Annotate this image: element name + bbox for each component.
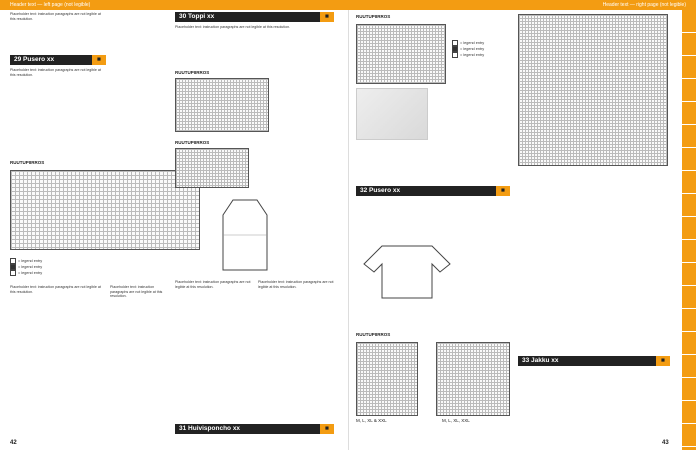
index-tab[interactable] (682, 125, 696, 148)
right-col-a (518, 170, 590, 350)
legend-swatch-c (452, 52, 458, 58)
chart-label-30: RUUTUPIIRROS (175, 70, 210, 75)
toppi-body: Placeholder text: instruction paragraphs are not legible at this resolution. (175, 25, 291, 29)
sizes-label-b: M, L, XL, XXL (442, 418, 470, 423)
toppi-schematic (205, 195, 285, 275)
section-title-33: 33 Jakku xx ■ (518, 356, 670, 366)
knitting-chart-32b (356, 342, 418, 416)
knitting-chart-30 (175, 78, 269, 132)
index-tab[interactable] (682, 309, 696, 332)
left-page (0, 10, 348, 450)
legend-29: = legend entry = legend entry = legend entry (10, 258, 42, 276)
section-number-29: ■ (92, 55, 106, 65)
index-tabs (682, 10, 696, 450)
section-number-31: ■ (320, 424, 334, 434)
section-title-32: 32 Pusero xx ■ (356, 186, 510, 196)
index-tab[interactable] (682, 332, 696, 355)
top-header-bar (0, 0, 696, 10)
index-tab[interactable] (682, 263, 696, 286)
pusero-instructions (356, 200, 511, 240)
legend-32: = legend entry = legend entry = legend entry (452, 40, 484, 58)
page-number-right: 43 (662, 440, 669, 446)
left-body-col-3: Placeholder text: instruction paragraphs are not legible at this resolution. (10, 285, 101, 294)
right-body-col-2 (356, 142, 428, 182)
right-col-b (594, 170, 666, 350)
chart-label-29: RUUTUPIIRROS (10, 160, 45, 165)
index-tab[interactable] (682, 217, 696, 240)
index-tab[interactable] (682, 240, 696, 263)
section-title-29: 29 Pusero xx ■ (10, 55, 106, 65)
section-number-32: ■ (496, 186, 510, 196)
index-tab[interactable] (682, 424, 696, 447)
header-right-text: Header text — right page (not legible) (602, 2, 686, 8)
chart-label-31: RUUTUPIIRROS (175, 140, 210, 145)
section-number-33: ■ (656, 356, 670, 366)
chart-label-32b: RUUTUPIIRROS (356, 332, 391, 337)
header-left-text: Header text — left page (not legible) (10, 2, 91, 8)
index-tab[interactable] (682, 194, 696, 217)
sizes-label-a: M, L, XL & XXL (356, 418, 387, 423)
index-tab[interactable] (682, 10, 696, 33)
index-tab[interactable] (682, 401, 696, 424)
index-tab[interactable] (682, 148, 696, 171)
knitting-chart-main (518, 14, 668, 166)
index-tab[interactable] (682, 33, 696, 56)
left-body-col-4: Placeholder text: instruction paragraphs are not legible at this resolution. (110, 285, 163, 299)
garment-photo (356, 88, 428, 140)
index-tab[interactable] (682, 56, 696, 79)
section-title-31: 31 Huivisponcho xx ■ (175, 424, 334, 434)
section-number-30: ■ (320, 12, 334, 22)
knitting-chart-32a (356, 24, 446, 84)
page-number-left: 42 (10, 440, 17, 446)
page-divider (348, 10, 349, 450)
left-body-col-1: Placeholder text: instruction paragraphs are not legible at this resolution. (10, 12, 101, 21)
index-tab[interactable] (682, 171, 696, 194)
pusero-schematic (362, 242, 452, 300)
knitting-chart-32c (436, 342, 510, 416)
index-tab[interactable] (682, 355, 696, 378)
left-body-col-2: Placeholder text: instruction paragraphs are not legible at this resolution. (10, 68, 101, 77)
index-tab[interactable] (682, 378, 696, 401)
toppi-instructions-a: Placeholder text: instruction paragraphs are not legible at this resolution. (175, 280, 251, 289)
right-page (352, 10, 682, 450)
index-tab[interactable] (682, 286, 696, 309)
index-tab[interactable] (682, 79, 696, 102)
section-title-30: 30 Toppi xx ■ (175, 12, 334, 22)
toppi-instructions-b: Placeholder text: instruction paragraphs are not legible at this resolution. (258, 280, 334, 289)
knitting-chart-31 (175, 148, 249, 188)
jakku-instructions (518, 370, 666, 430)
chart-label-32a: RUUTUPIIRROS (356, 14, 391, 19)
pusero-instructions-2 (356, 304, 511, 329)
index-tab[interactable] (682, 102, 696, 125)
knitting-chart-29 (10, 170, 200, 250)
legend-swatch-dot (10, 270, 16, 276)
